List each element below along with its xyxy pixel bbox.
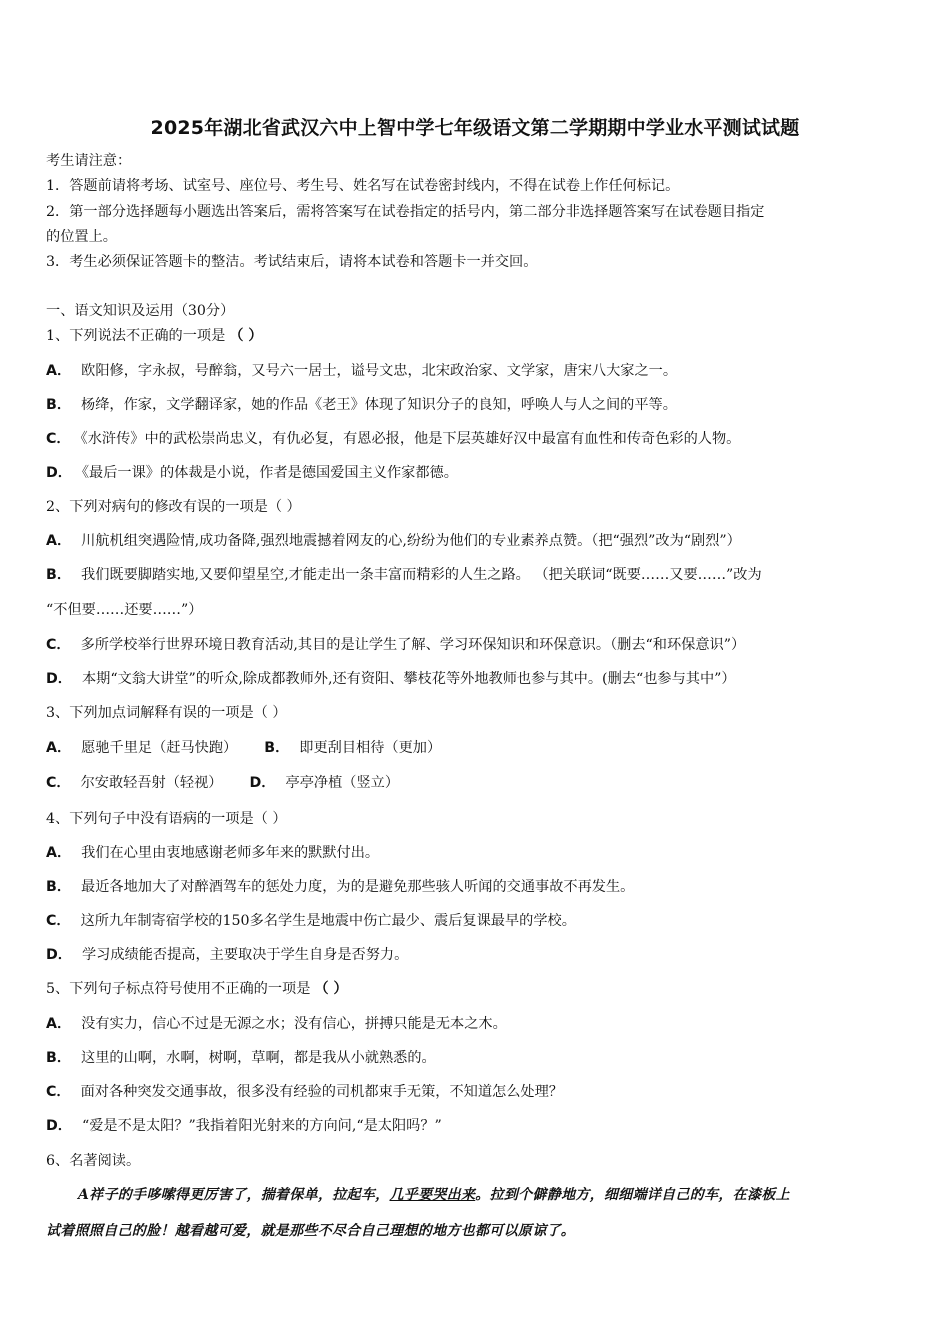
option-label: D． bbox=[46, 465, 72, 481]
option-label: B． bbox=[46, 1050, 72, 1066]
option-label: D． bbox=[46, 671, 72, 687]
question-5-text: 5、下列句子标点符号使用不正确的一项是 bbox=[46, 981, 311, 997]
notice-item-2-cont: 的位置上。 bbox=[46, 229, 117, 245]
question-3-options-cd bbox=[46, 773, 399, 793]
option-label: C． bbox=[46, 1084, 71, 1100]
option-text: 《水浒传》中的武松崇尚忠义，有仇必复，有恩必报，他是下层英雄好汉中最富有血性和传奇色彩的人物。 bbox=[80, 431, 741, 447]
option-label: C． bbox=[46, 775, 71, 791]
question-2-option-b bbox=[46, 565, 762, 585]
question-5-option-b bbox=[46, 1048, 436, 1068]
notice-heading: 考生请注意： bbox=[46, 153, 132, 169]
question-5-option-d bbox=[46, 1116, 442, 1136]
question-1-option-d bbox=[46, 463, 458, 483]
question-2-option-a bbox=[46, 531, 741, 551]
question-4-option-c bbox=[46, 911, 576, 931]
option-label: A． bbox=[46, 363, 72, 379]
question-1-option-b bbox=[46, 395, 677, 415]
option-text: 最近各地加大了对醉酒驾车的惩处力度，为的是避免那些骇人听闻的交通事故不再发生。 bbox=[81, 879, 635, 895]
option-label: A． bbox=[46, 1016, 72, 1032]
underlined-phrase: 几乎要哭出来 bbox=[389, 1187, 476, 1203]
option-label: A． bbox=[46, 740, 72, 756]
question-4-option-d bbox=[46, 945, 408, 965]
option-label: B． bbox=[264, 740, 290, 756]
option-label: D． bbox=[46, 947, 72, 963]
option-text: 亭亭净植（竖立） bbox=[285, 775, 400, 791]
option-text: 学习成绩能否提高，主要取决于学生自身是否努力。 bbox=[81, 947, 409, 963]
answer-paren: （ ） bbox=[314, 981, 348, 997]
notice-item-2: 2．第一部分选择题每小题选出答案后，需将答案写在试卷指定的括号内，第二部分非选择题答案写在试卷题目指定 bbox=[46, 204, 765, 220]
question-1-option-a bbox=[46, 361, 677, 381]
notice-item-1: 1．答题前请将考场、试室号、座位号、考生号、姓名写在试卷密封线内，不得在试卷上作任何标记。 bbox=[46, 178, 680, 194]
option-text: 川航机组突遇险情,成功备降,强烈地震撼着网友的心,纷纷为他们的专业素养点赞。（把“强烈”改为“剧烈”） bbox=[81, 533, 741, 549]
option-text: 尔安敢轻吾射（轻视） bbox=[80, 775, 223, 791]
option-text: 这所九年制寄宿学校的150多名学生是地震中伤亡最少、震后复课最早的学校。 bbox=[80, 913, 576, 929]
question-4-option-b bbox=[46, 877, 634, 897]
page-title: 2025年湖北省武汉六中上智中学七年级语文第二学期期中学业水平测试试题 bbox=[150, 117, 800, 139]
option-label: D． bbox=[46, 1118, 72, 1134]
option-text: 本期“文翁大讲堂”的听众,除成都教师外,还有资阳、攀枝花等外地教师也参与其中。(删去“也参与其中”） bbox=[81, 671, 736, 687]
passage-text: 。拉到个僻静地方，细细端详自己的车，在漆板上 bbox=[475, 1187, 790, 1203]
option-text: 没有实力，信心不过是无源之水；没有信心，拼搏只能是无本之木。 bbox=[81, 1016, 507, 1032]
question-3-stem: 3、下列加点词解释有误的一项是（ ） bbox=[46, 705, 287, 721]
option-label: B． bbox=[46, 567, 72, 583]
option-label: C． bbox=[46, 913, 71, 929]
option-text: 我们在心里由衷地感谢老师多年来的默默付出。 bbox=[81, 845, 380, 861]
question-6-stem: 6、名著阅读。 bbox=[46, 1153, 141, 1169]
section-heading: 一、语文知识及运用（30分） bbox=[46, 303, 235, 319]
option-label: D． bbox=[249, 775, 276, 791]
option-text: 愿驰千里足（赶马快跑） bbox=[81, 740, 238, 756]
answer-paren: （ ） bbox=[229, 328, 263, 344]
question-2-option-c bbox=[46, 635, 745, 655]
option-text: 杨绛，作家，文学翻译家，她的作品《老王》体现了知识分子的良知，呼唤人与人之间的平等。 bbox=[81, 397, 677, 413]
option-text: 欧阳修，字永叔，号醉翁，又号六一居士，谥号文忠，北宋政治家、文学家，唐宋八大家之一。 bbox=[81, 363, 678, 379]
question-2-option-b-cont: “不但要……还要……”） bbox=[46, 602, 203, 618]
option-label: A． bbox=[46, 533, 72, 549]
question-3-options-ab bbox=[46, 738, 441, 758]
question-4-option-a bbox=[46, 843, 379, 863]
option-text: 这里的山啊，水啊，树啊，草啊，都是我从小就熟悉的。 bbox=[81, 1050, 436, 1066]
question-2-option-d bbox=[46, 669, 736, 689]
option-text: “爱是不是太阳？”我指着阳光射来的方向问,“是太阳吗？” bbox=[81, 1118, 442, 1134]
question-1-option-c bbox=[46, 429, 740, 449]
option-label: B． bbox=[46, 879, 72, 895]
option-label: A． bbox=[46, 845, 72, 861]
question-5-option-a bbox=[46, 1014, 507, 1034]
question-5-stem bbox=[46, 979, 348, 999]
option-text: 我们既要脚踏实地,又要仰望星空,才能走出一条丰富而精彩的人生之路。 （把关联词“既要……又要……”改为 bbox=[81, 567, 762, 583]
question-2-stem: 2、下列对病句的修改有误的一项是（ ） bbox=[46, 499, 301, 515]
question-1-stem bbox=[46, 326, 263, 346]
question-5-option-c bbox=[46, 1082, 563, 1102]
option-label: C． bbox=[46, 637, 71, 653]
option-text: 即更刮目相待（更加） bbox=[299, 740, 442, 756]
passage-text: A祥子的手哆嗦得更厉害了，揣着保单，拉起车， bbox=[78, 1187, 390, 1203]
reading-passage-line-2: 试着照照自己的脸！越看越可爱，就是那些不尽合自己理想的地方也都可以原谅了。 bbox=[46, 1223, 576, 1239]
reading-passage-line-1 bbox=[78, 1185, 790, 1205]
option-text: 《最后一课》的体裁是小说，作者是德国爱国主义作家都德。 bbox=[81, 465, 458, 481]
question-4-stem: 4、下列句子中没有语病的一项是（ ） bbox=[46, 811, 287, 827]
notice-item-3: 3．考生必须保证答题卡的整洁。考试结束后，请将本试卷和答题卡一并交回。 bbox=[46, 254, 538, 270]
option-text: 面对各种突发交通事故，很多没有经验的司机都束手无策，不知道怎么处理？ bbox=[80, 1084, 563, 1100]
question-1-text: 1、下列说法不正确的一项是 bbox=[46, 328, 226, 344]
option-text: 多所学校举行世界环境日教育活动,其目的是让学生了解、学习环保知识和环保意识。（删去“和环保意识”） bbox=[80, 637, 746, 653]
option-label: B． bbox=[46, 397, 72, 413]
option-label: C． bbox=[46, 431, 71, 447]
